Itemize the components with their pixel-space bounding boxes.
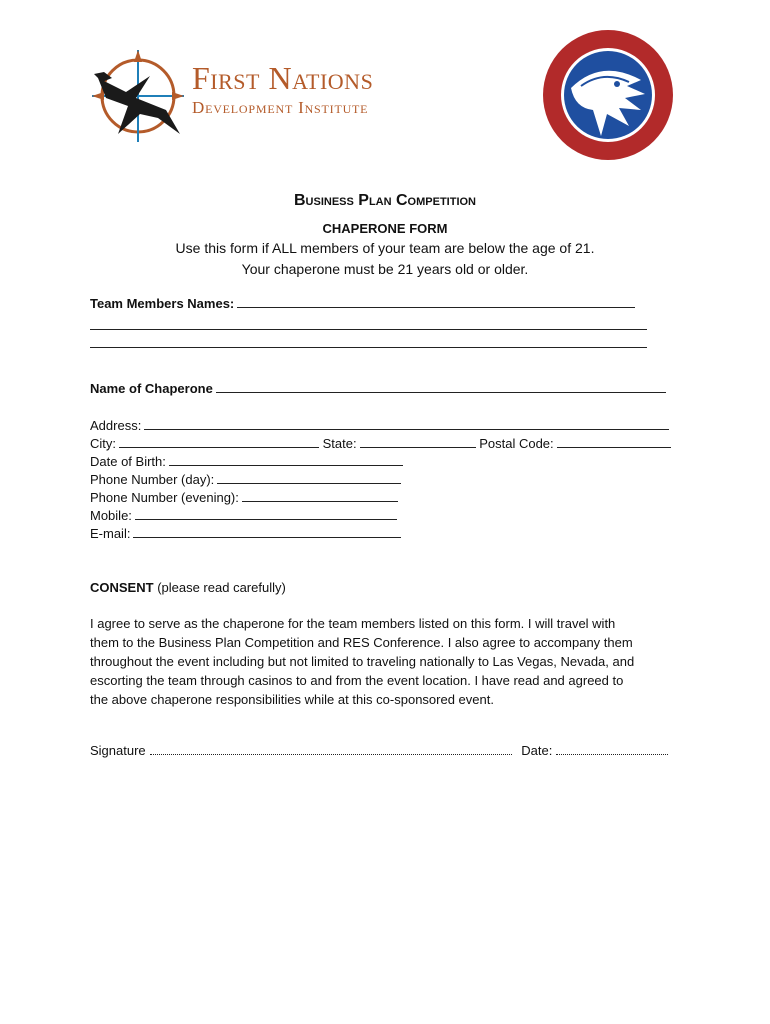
- dob-row: [90, 454, 403, 469]
- address-field[interactable]: [144, 418, 669, 430]
- consent-heading: [90, 580, 286, 595]
- team-members-field-line-2[interactable]: [90, 329, 647, 330]
- date-label: Date:: [521, 743, 553, 758]
- consent-line: I agree to serve as the chaperone for the team members listed on this form. I will travel with: [90, 616, 616, 631]
- postal-code-field[interactable]: [557, 436, 671, 448]
- consent-note: (please read carefully): [157, 580, 286, 595]
- phone-evening-row: [90, 490, 398, 505]
- email-field[interactable]: [133, 526, 401, 538]
- team-members-field-line-3[interactable]: [90, 347, 647, 348]
- eagle-seal-icon: [541, 28, 675, 162]
- phone-day-row: [90, 472, 401, 487]
- consent-text: [90, 614, 690, 709]
- address-label: Address:: [90, 418, 142, 433]
- postal-code-label: Postal Code:: [479, 436, 554, 451]
- state-field[interactable]: [360, 436, 476, 448]
- city-state-postal-row: [90, 436, 671, 451]
- chaperone-row: [90, 381, 666, 396]
- date-field[interactable]: [556, 743, 668, 755]
- phone-evening-label: Phone Number (evening):: [90, 490, 239, 505]
- mobile-field[interactable]: [135, 508, 397, 520]
- consent-title: CONSENT: [90, 580, 154, 595]
- eagle-compass-icon: [88, 48, 188, 148]
- chaperone-label: Name of Chaperone: [90, 381, 213, 396]
- org-name-line1: First Nations: [192, 60, 374, 96]
- state-label: State:: [322, 436, 357, 451]
- intro-line-2: Your chaperone must be 21 years old or older.: [241, 261, 529, 277]
- phone-day-field[interactable]: [217, 472, 401, 484]
- mobile-label: Mobile:: [90, 508, 132, 523]
- consent-line: them to the Business Plan Competition and RES Conference. I also agree to accompany them: [90, 635, 633, 650]
- mobile-row: [90, 508, 397, 523]
- first-nations-logo: [88, 48, 398, 148]
- intro-line-1: Use this form if ALL members of your team are below the age of 21.: [175, 240, 595, 256]
- city-label: City:: [90, 436, 116, 451]
- email-label: E-mail:: [90, 526, 131, 541]
- signature-field[interactable]: [150, 743, 512, 755]
- team-members-label: Team Members Names:: [90, 296, 235, 311]
- dob-field[interactable]: [169, 454, 403, 466]
- phone-evening-field[interactable]: [242, 490, 398, 502]
- chaperone-name-field[interactable]: [216, 381, 666, 393]
- national-center-seal: [541, 28, 675, 162]
- team-members-field[interactable]: [237, 296, 635, 308]
- org-name-line2: Development Institute: [192, 98, 369, 117]
- phone-day-label: Phone Number (day):: [90, 472, 215, 487]
- address-row: [90, 418, 669, 433]
- signature-row: [90, 743, 668, 758]
- email-row: [90, 526, 401, 541]
- city-field[interactable]: [119, 436, 319, 448]
- team-members-row: [90, 296, 635, 311]
- form-subtitle: CHAPERONE FORM: [322, 221, 448, 236]
- signature-label: Signature: [90, 743, 146, 758]
- consent-line: the above chaperone responsibilities while at this co-sponsored event.: [90, 692, 494, 707]
- dob-label: Date of Birth:: [90, 454, 166, 469]
- form-intro: [0, 238, 770, 280]
- form-title: Business Plan Competition: [293, 192, 476, 209]
- consent-line: throughout the event including but not limited to traveling nationally to Las Vegas, Nevada, and: [90, 654, 635, 669]
- consent-line: escorting the team through casinos to and from the event location. I have read and agreed to: [90, 673, 624, 688]
